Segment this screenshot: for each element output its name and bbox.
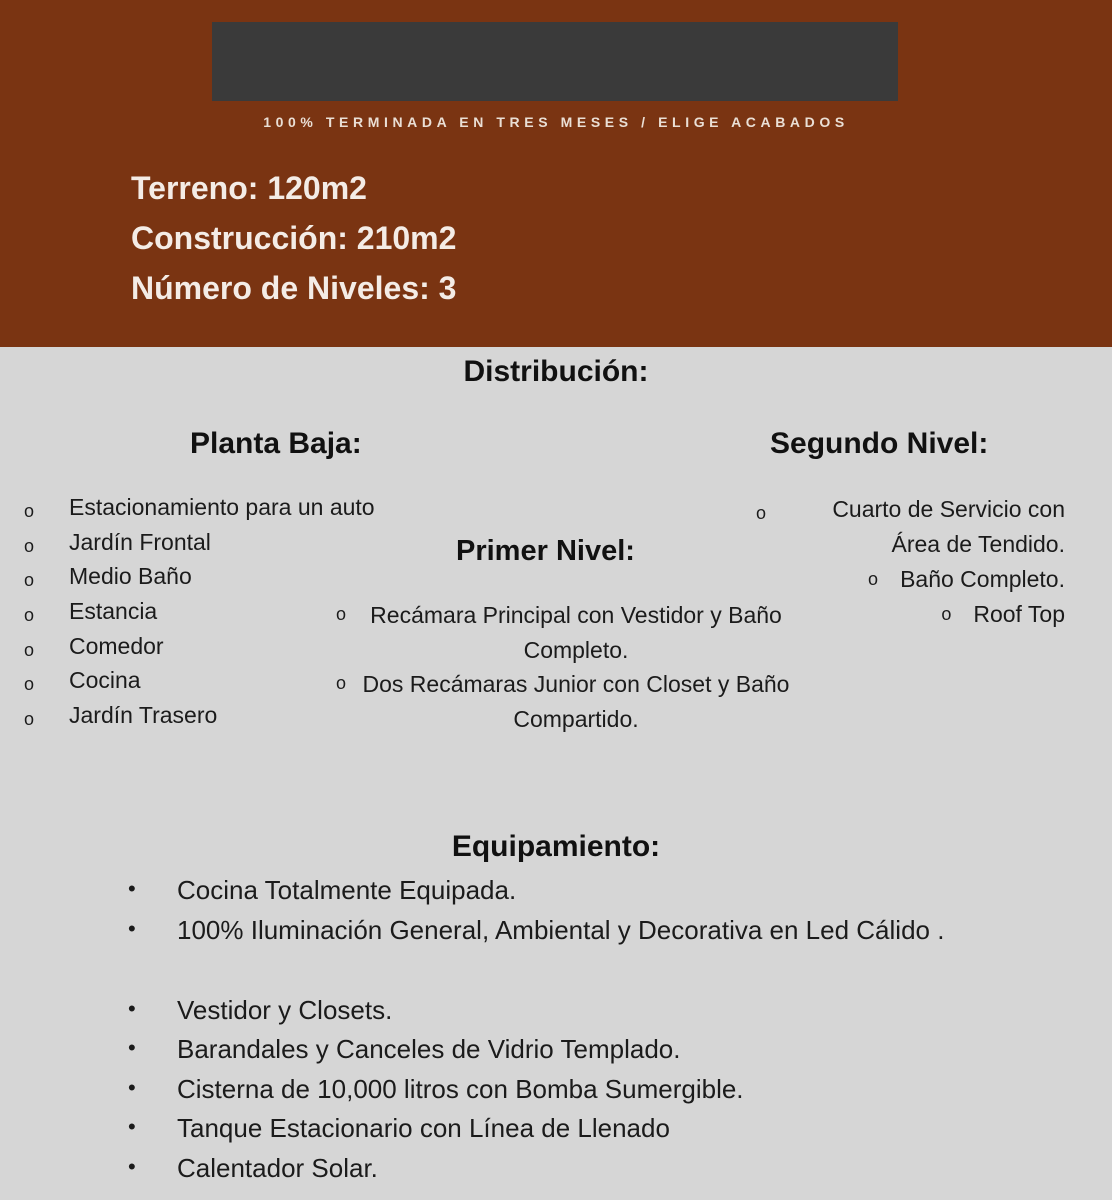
circle-bullet-icon: o [336, 604, 347, 624]
list-item: • Cisterna de 10,000 litros con Bomba Sumergible. [0, 1069, 1112, 1109]
dot-bullet-icon: • [128, 1074, 136, 1100]
circle-bullet-icon: o [24, 501, 35, 521]
list-item: • 100% Iluminación General, Ambiental y Decorativa en Led Cálido . [0, 910, 1112, 990]
circle-bullet-icon: o [24, 674, 35, 695]
list-item: • Calentador Solar. [0, 1148, 1112, 1188]
dot-bullet-icon: • [128, 915, 136, 941]
spec-construccion: Construcción: 210m2 [131, 220, 457, 256]
spec-terreno: Terreno: 120m2 [131, 170, 367, 206]
list-item: o Roof Top [700, 597, 1065, 632]
list-item: • Barandales y Canceles de Vidrio Templado. [0, 1029, 1112, 1069]
primer-nivel-title: Primer Nivel: [456, 535, 635, 567]
spec-niveles: Número de Niveles: 3 [131, 270, 457, 306]
circle-bullet-icon: o [756, 503, 767, 523]
dot-bullet-icon: • [128, 1153, 136, 1179]
circle-bullet-icon: o [24, 570, 35, 591]
list-item: o Cuarto de Servicio con Área de Tendido. [756, 496, 1065, 557]
equipamiento-list [0, 870, 1112, 1187]
list-item: o Baño Completo. [700, 562, 1065, 597]
circle-bullet-icon: o [24, 639, 35, 660]
distribucion-title: Distribución: [463, 355, 649, 388]
circle-bullet-icon: o [868, 569, 879, 589]
list-item: o Recámara Principal con Vestidor y Baño Completo. [336, 602, 782, 663]
dot-bullet-icon: • [128, 995, 136, 1021]
circle-bullet-icon: o [941, 604, 952, 624]
planta-baja-title: Planta Baja: [190, 427, 362, 460]
list-item: o Dos Recámaras Junior con Closet y Baño Compartido. [336, 671, 790, 732]
segundo-nivel-title: Segundo Nivel: [770, 427, 989, 460]
dot-bullet-icon: • [128, 876, 136, 901]
dot-bullet-icon: • [128, 1035, 136, 1060]
circle-bullet-icon: o [24, 709, 35, 730]
list-item: • Vestidor y Closets. [0, 990, 1112, 1030]
dot-bullet-icon: • [128, 1114, 136, 1139]
list-item: • Cocina Totalmente Equipada. [0, 870, 1112, 910]
header-banner [0, 0, 1112, 347]
circle-bullet-icon: o [24, 605, 35, 626]
circle-bullet-icon: o [336, 673, 347, 693]
segundo-nivel-list [700, 492, 1065, 632]
circle-bullet-icon: o [24, 535, 35, 556]
list-item: • Tanque Estacionario con Línea de Llenado [0, 1108, 1112, 1148]
tagline: 100% TERMINADA EN TRES MESES / ELIGE ACABADOS [263, 114, 849, 130]
equipamiento-title: Equipamiento: [451, 830, 661, 863]
redacted-title-block [212, 22, 898, 101]
